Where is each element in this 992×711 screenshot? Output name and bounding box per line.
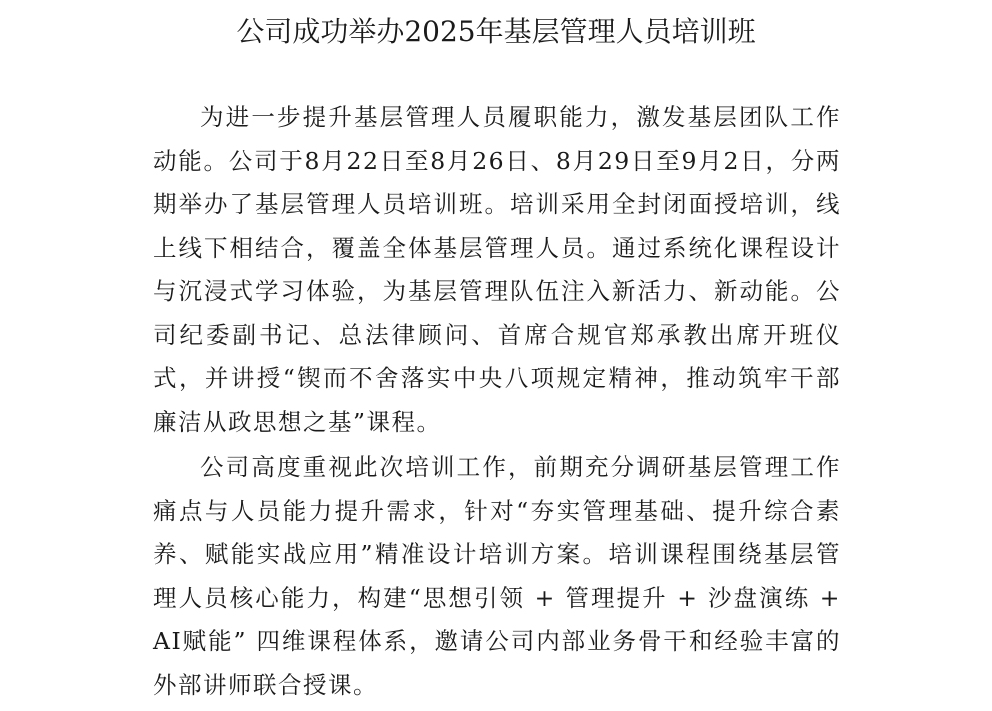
- paragraph-1: 为进一步提升基层管理人员履职能力，激发基层团队工作动能。公司于8月22日至8月26日、8月29日至9月2日，分两期举办了基层管理人员培训班。培训采用全封闭面授培训，线上线下相结合，覆盖全体基层管理人员。通过系统化课程设计与沉浸式学习体验，为基层管理队伍注入新活力、新动能。公司纪委副书记、总法律顾问、首席合规官郑承教出席开班仪式，并讲授“锲而不舍落实中央八项规定精神，推动筑牢干部廉洁从政思想之基”课程。: [153, 103, 841, 436]
- paragraph-2: 公司高度重视此次培训工作，前期充分调研基层管理工作痛点与人员能力提升需求，针对“夯实管理基础、提升综合素养、赋能实战应用”精准设计培训方案。培训课程围绕基层管理人员核心能力，构建“思想引领 + 管理提升 + 沙盘演练 +AI赋能” 四维课程体系，邀请公司内部业务骨干和经验丰富的外部讲师联合授课。: [153, 453, 841, 699]
- document-body: [153, 96, 841, 709]
- document-title: 公司成功举办2025年基层管理人员培训班: [236, 15, 756, 48]
